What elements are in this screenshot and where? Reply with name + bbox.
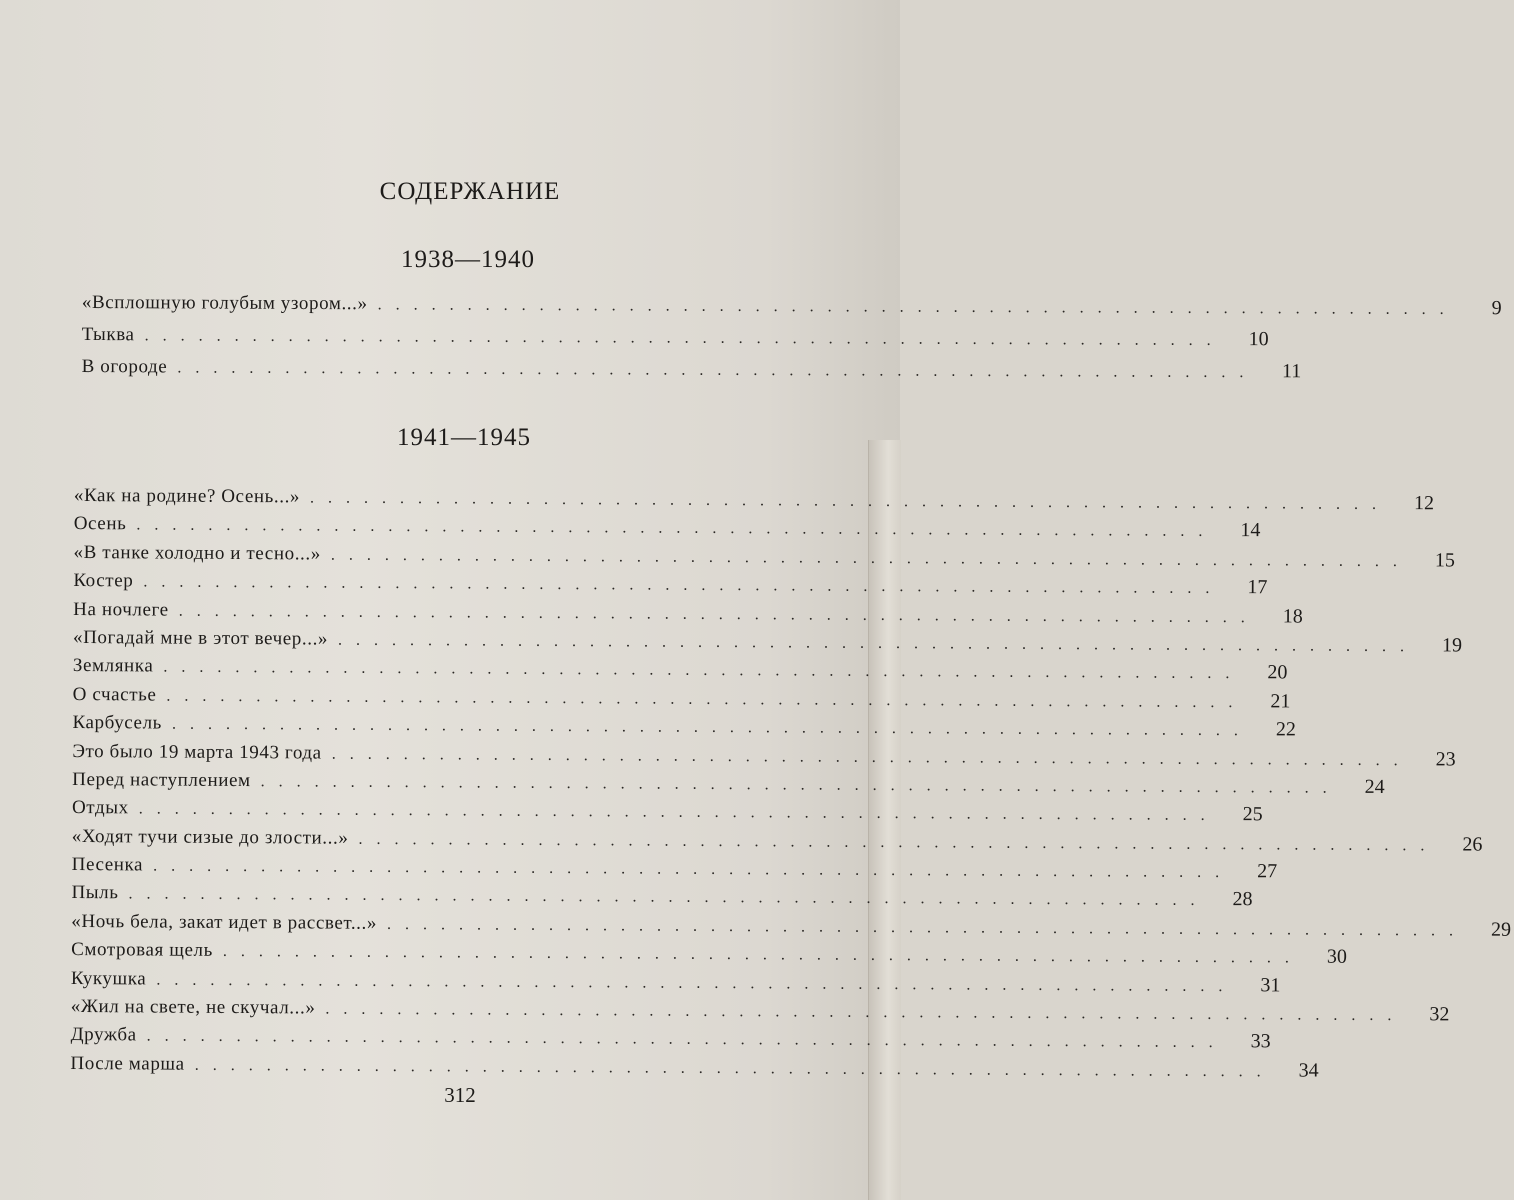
section-heading: 1938—1940 [401, 246, 535, 273]
toc-entry-title: Это было 19 марта 1943 года [72, 740, 322, 764]
dot-leader: ............................................................ [222, 943, 1303, 967]
toc-entry-title: Костер [73, 570, 134, 592]
toc-entry-page: 11 [1282, 360, 1302, 383]
toc-entry-page: 18 [1282, 604, 1303, 628]
dot-leader: ............................................................ [163, 658, 1244, 683]
dot-leader: ............................................................ [156, 971, 1237, 995]
toc-entry-title: Отдых [71, 797, 129, 819]
toc-entry-title: Карбусель [72, 712, 163, 734]
toc-entry-title: Землянка [72, 655, 154, 677]
dot-leader: ............................................................ [128, 885, 1209, 910]
toc-entry-title: «В танке холодно и тесно...» [73, 541, 321, 565]
toc-entry-title: В огороде [81, 355, 168, 378]
dot-leader: ............................................................ [331, 745, 1412, 769]
toc-entry-page: 22 [1275, 718, 1297, 741]
toc-entry-title: Смотровая щель [71, 939, 213, 962]
dot-leader: ............................................................ [386, 915, 1468, 940]
dot-leader: ............................................................ [194, 1056, 1275, 1081]
toc-entry-title: На ночлеге [73, 598, 169, 621]
toc-entry [73, 481, 1435, 515]
toc-entry-title: Кукушка [70, 967, 147, 990]
toc-entry-page: 20 [1267, 661, 1288, 684]
dot-leader: ............................................................ [136, 516, 1217, 541]
toc-entry-title: Пыль [71, 882, 119, 904]
toc-entry-title: Тыква [81, 323, 135, 346]
toc-entry-page: 21 [1270, 690, 1291, 713]
toc-entry-page: 25 [1242, 803, 1263, 826]
dot-leader: ............................................................ [146, 1027, 1227, 1052]
toc-entry-page: 14 [1240, 519, 1261, 542]
dot-leader: ............................................................ [138, 800, 1219, 825]
toc-entry-title: Песенка [71, 854, 144, 876]
toc-entry-title: «Ночь бела, закат идет в рассвет...» [71, 910, 378, 934]
toc-list [81, 286, 1502, 385]
page-title: СОДЕРЖАНИЕ [379, 178, 561, 205]
toc-entry-page: 30 [1326, 945, 1347, 969]
toc-entry-page: 23 [1435, 747, 1456, 770]
dot-leader: ............................................................ [153, 857, 1234, 882]
dot-leader: ............................................................ [260, 773, 1341, 797]
toc-entry-title: «Жил на свете, не скучал...» [70, 996, 316, 1019]
toc-entry-page: 34 [1298, 1059, 1319, 1082]
toc-entry-page: 15 [1434, 549, 1455, 572]
toc-entry-title: О счастье [72, 683, 157, 706]
toc-entry-page: 12 [1413, 492, 1435, 515]
toc-entry-page: 10 [1248, 328, 1269, 351]
dot-leader: ............................................................ [171, 715, 1253, 740]
dot-leader: ............................................................ [166, 687, 1247, 711]
dot-leader: ............................................................ [177, 359, 1258, 382]
page-number: 312 [444, 1083, 476, 1107]
toc-entry-page: 33 [1250, 1030, 1271, 1053]
toc-entry-page: 27 [1257, 860, 1278, 883]
section-heading: 1941—1945 [397, 424, 531, 451]
toc-entry-page: 26 [1462, 833, 1483, 856]
toc-entry-page: 29 [1490, 918, 1512, 941]
dot-leader: ............................................................ [358, 830, 1439, 855]
dot-leader: ............................................................ [144, 327, 1225, 349]
toc-entry [81, 286, 1502, 321]
toc-entry-page: 24 [1364, 775, 1385, 798]
dot-leader: ............................................................ [310, 489, 1391, 514]
toc-entry-page: 17 [1247, 576, 1268, 599]
dot-leader: ............................................................ [143, 573, 1224, 598]
toc-entry-page: 31 [1260, 973, 1281, 997]
toc-entry [81, 318, 1269, 353]
toc-entry-page: 28 [1232, 888, 1253, 911]
toc-entry-title: Осень [73, 513, 127, 535]
toc-entry-title: «Ходят тучи сизые до злости...» [71, 825, 349, 849]
toc-entry-page: 9 [1491, 297, 1502, 320]
toc-entry-title: После марша [70, 1052, 185, 1075]
toc-entry-title: «Всплошную голубым узором...» [81, 291, 368, 315]
toc-entry-title: Перед наступлением [72, 768, 251, 791]
toc-entry-title: «Как на родине? Осень...» [73, 484, 301, 508]
toc-list [70, 481, 1512, 1082]
toc-entry-title: Дружба [70, 1024, 137, 1046]
dot-leader: ............................................................ [330, 546, 1411, 570]
toc-entry-page: 32 [1429, 1003, 1450, 1026]
dot-leader: ............................................................ [377, 296, 1458, 319]
toc-entry-title: «Погадай мне в этот вечер...» [72, 626, 329, 650]
toc-entry-page: 19 [1441, 634, 1463, 657]
dot-leader: ............................................................ [178, 602, 1259, 626]
dot-leader: ............................................................ [325, 1000, 1406, 1025]
dot-leader: ............................................................ [338, 631, 1419, 656]
toc-entry [81, 350, 1302, 385]
